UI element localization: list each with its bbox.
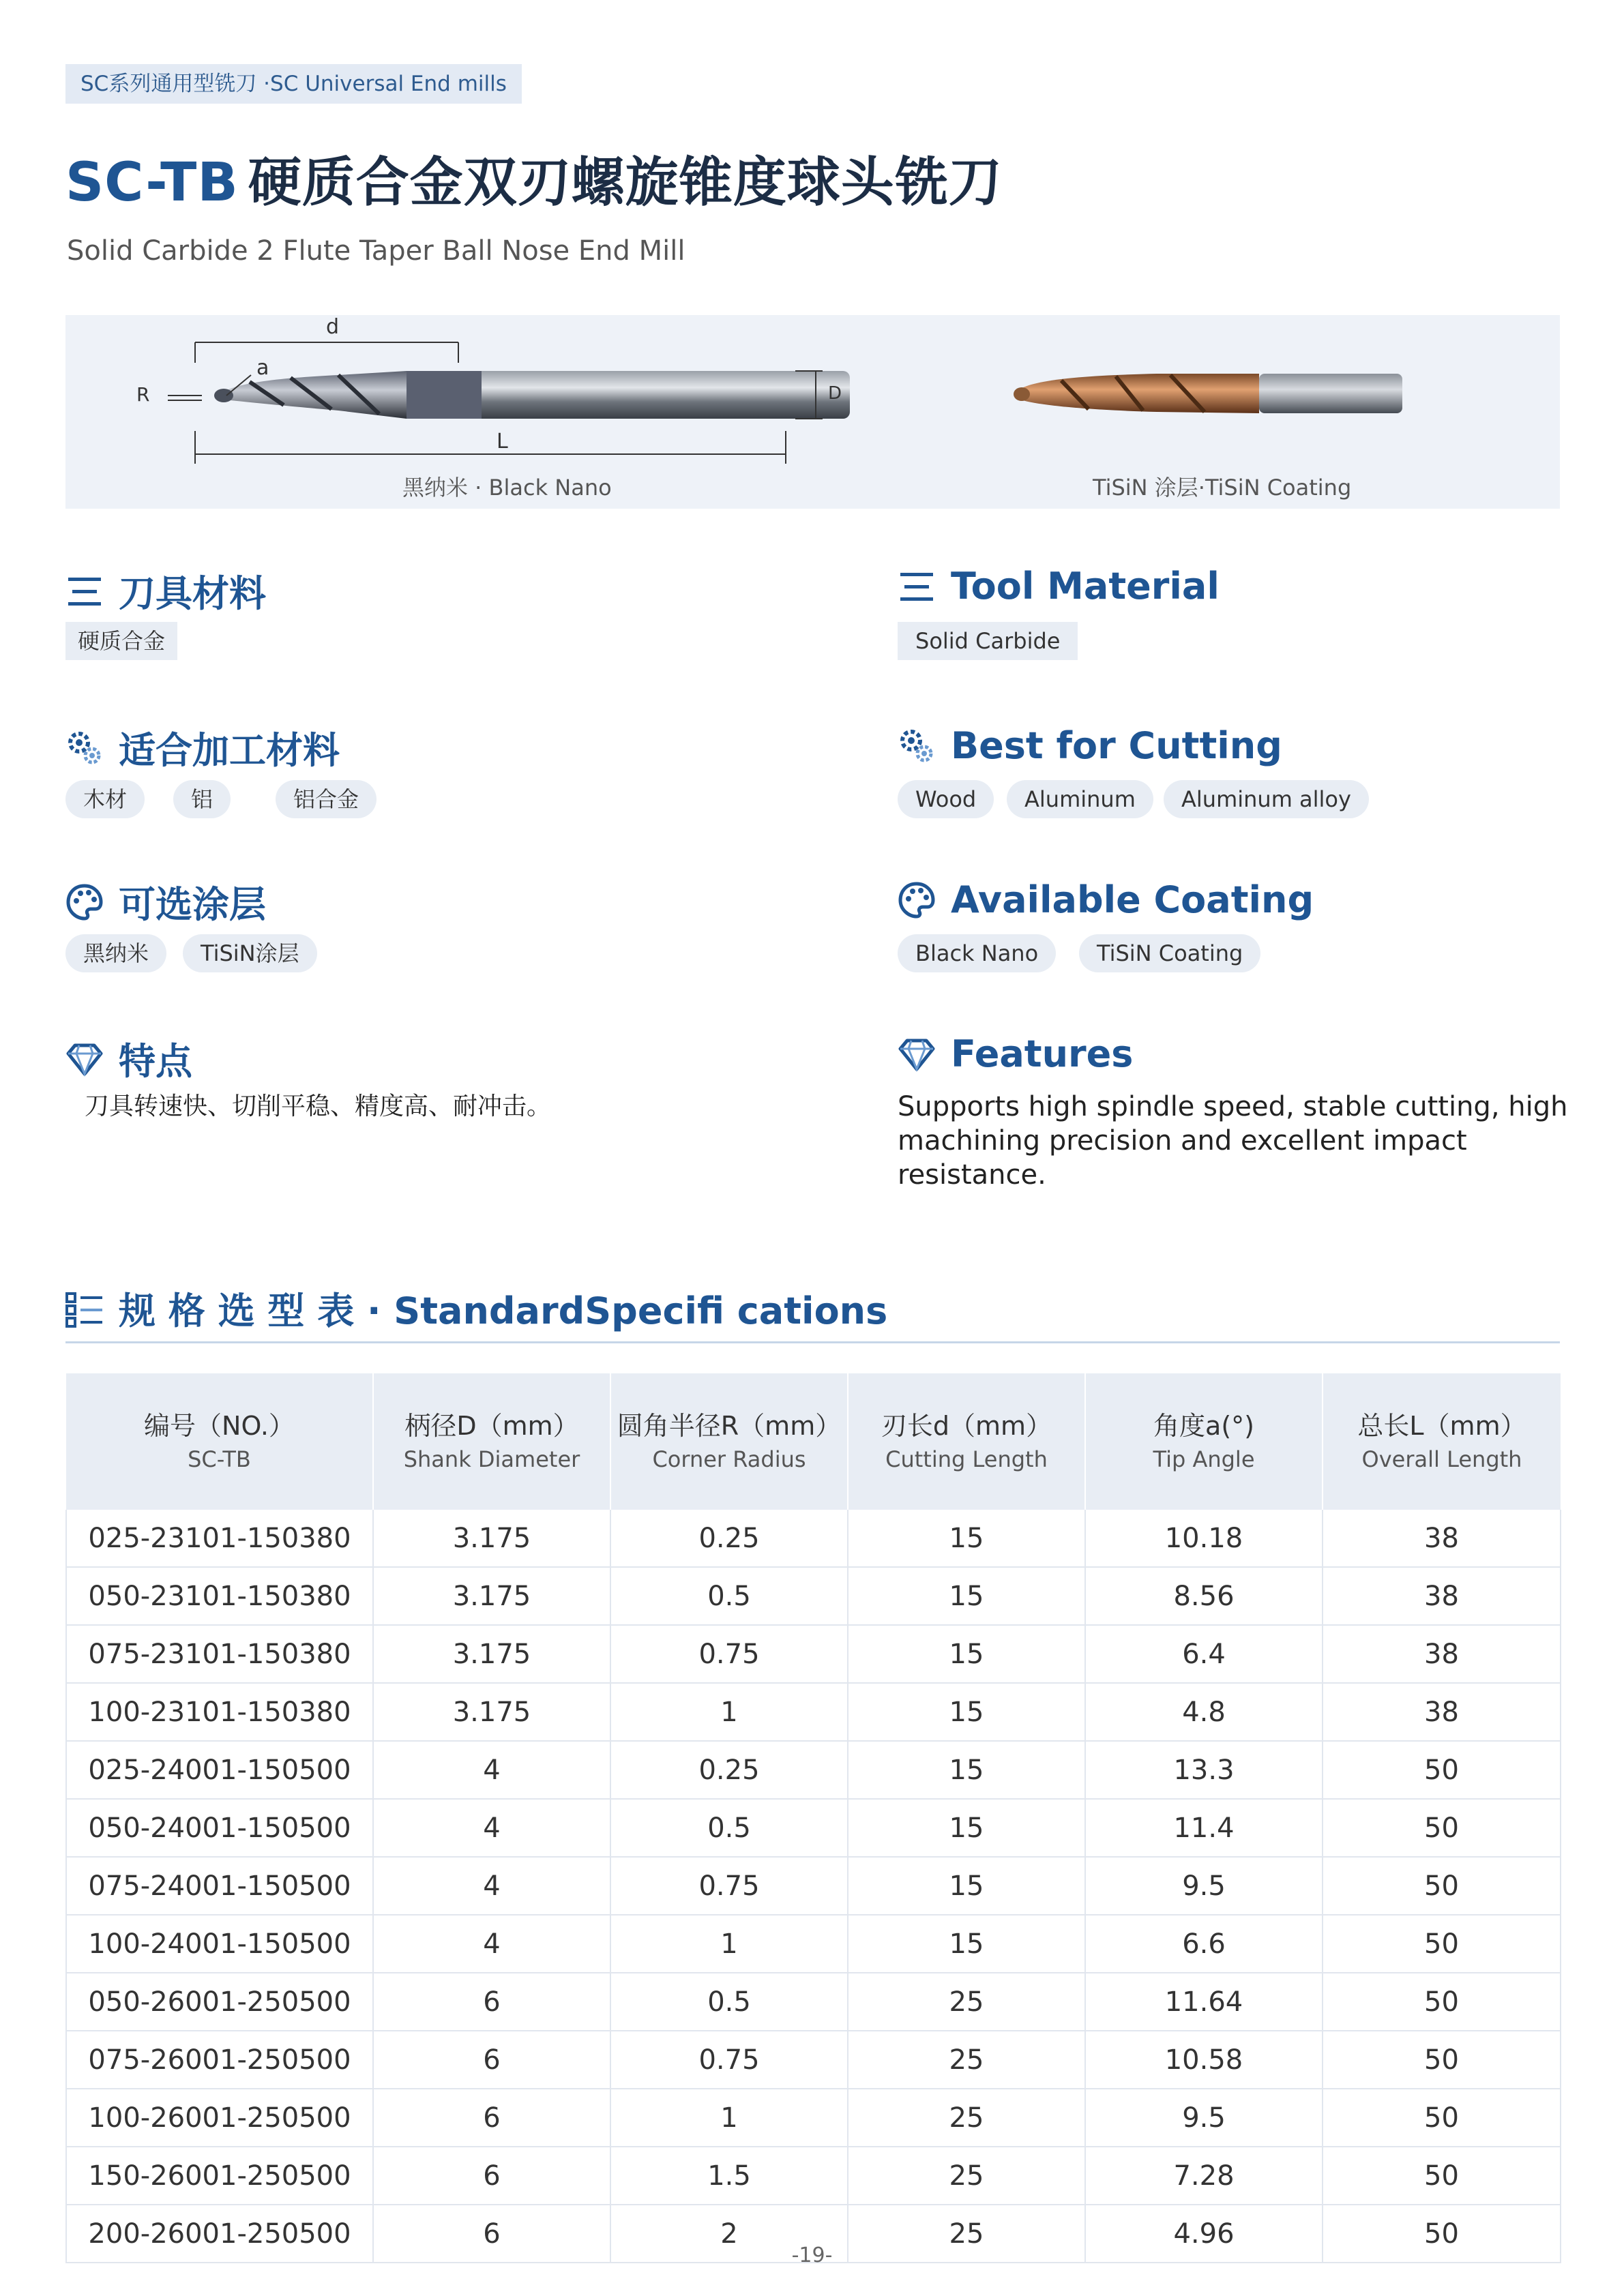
title-cn: 硬质合金双刃螺旋锥度球头铣刀: [248, 152, 1003, 213]
table-cell: 6.4: [1085, 1625, 1323, 1683]
material-title-en: Tool Material: [951, 565, 1220, 608]
table-cell: 8.56: [1085, 1567, 1323, 1625]
material-chip-cn: 硬质合金: [65, 622, 177, 660]
table-cell: 4.96: [1085, 2205, 1323, 2263]
cutting-chip-en-1: Wood: [898, 780, 994, 818]
table-row: [66, 1857, 1561, 1915]
col-header-shank: 柄径D（mm） Shank Diameter: [373, 1373, 610, 1510]
table-cell: 50: [1323, 2205, 1561, 2263]
dim-d-label: d: [326, 315, 340, 339]
palette-icon: [65, 883, 104, 921]
features-heading-cn: [65, 1032, 192, 1085]
table-cell: 25: [848, 2147, 1085, 2205]
dim-shank-label: D: [828, 383, 842, 404]
material-heading-en: [898, 565, 1220, 608]
black-nano-tool-image: [214, 371, 850, 419]
features-text-cn: 刀具转速快、切削平稳、精度高、耐冲击。: [85, 1092, 552, 1120]
table-cell: 6: [373, 1973, 610, 2031]
table-cell: 6: [373, 2089, 610, 2147]
table-cell: 50: [1323, 1915, 1561, 1973]
product-banner: [65, 315, 1560, 509]
table-row: [66, 1915, 1561, 1973]
table-cell: 4: [373, 1799, 610, 1857]
table-row: [66, 1683, 1561, 1741]
cutting-chip-cn-3: 铝合金: [276, 780, 377, 818]
table-row: [66, 1741, 1561, 1799]
palette-icon: [898, 881, 936, 919]
table-cell: 100-23101-150380: [66, 1683, 373, 1741]
spec-table: [65, 1373, 1561, 2263]
table-cell: 050-23101-150380: [66, 1567, 373, 1625]
table-cell: 200-26001-250500: [66, 2205, 373, 2263]
list-icon: [65, 1289, 104, 1328]
table-cell: 6: [373, 2205, 610, 2263]
table-cell: 100-26001-250500: [66, 2089, 373, 2147]
table-cell: 0.5: [610, 1567, 848, 1625]
tisin-tool-image: [1014, 374, 1402, 413]
table-row: [66, 2031, 1561, 2089]
col-header-cutting: 刃长d（mm） Cutting Length: [848, 1373, 1085, 1510]
series-tag: SC系列通用型铣刀 ·SC Universal End mills: [65, 64, 522, 104]
table-row: [66, 1625, 1561, 1683]
table-cell: 15: [848, 1857, 1085, 1915]
table-cell: 1: [610, 1915, 848, 1973]
table-cell: 6: [373, 2147, 610, 2205]
features-heading-en: [898, 1032, 1133, 1075]
table-row: [66, 1510, 1561, 1567]
table-cell: 6.6: [1085, 1915, 1323, 1973]
table-cell: 38: [1323, 1625, 1561, 1683]
cutting-title-cn: 适合加工材料: [119, 729, 340, 772]
table-cell: 0.75: [610, 1625, 848, 1683]
table-cell: 100-24001-150500: [66, 1915, 373, 1973]
table-cell: 9.5: [1085, 1857, 1323, 1915]
features-text-en-line1: Supports high spindle speed, stable cutting, high: [898, 1091, 1568, 1122]
table-cell: 10.58: [1085, 2031, 1323, 2089]
caption-black-nano: 黑纳米 · Black Nano: [402, 475, 612, 501]
spec-title: 规 格 选 型 表 · StandardSpecifi cations: [119, 1289, 888, 1332]
table-cell: 075-24001-150500: [66, 1857, 373, 1915]
table-cell: 15: [848, 1915, 1085, 1973]
table-cell: 3.175: [373, 1625, 610, 1683]
table-cell: 50: [1323, 2031, 1561, 2089]
coating-heading-cn: [65, 876, 266, 928]
table-cell: 11.64: [1085, 1973, 1323, 2031]
list-lines-icon: [898, 567, 936, 606]
gears-icon: [65, 729, 104, 767]
table-cell: 0.75: [610, 1857, 848, 1915]
spec-divider: [65, 1341, 1560, 1343]
dim-r-label: R: [136, 383, 150, 406]
table-cell: 4: [373, 1741, 610, 1799]
table-cell: 38: [1323, 1567, 1561, 1625]
table-cell: 0.25: [610, 1510, 848, 1567]
table-cell: 4: [373, 1857, 610, 1915]
features-text-en-line2: machining precision and excellent impact resistance.: [898, 1125, 1467, 1191]
table-cell: 0.25: [610, 1741, 848, 1799]
coating-chip-cn-2: TiSiN涂层: [183, 934, 317, 972]
coating-heading-en: [898, 878, 1314, 921]
dim-a-label: a: [256, 356, 269, 380]
table-cell: 075-26001-250500: [66, 2031, 373, 2089]
coating-chip-en-1: Black Nano: [898, 934, 1056, 972]
material-chip-en: Solid Carbide: [898, 622, 1078, 660]
table-cell: 4: [373, 1915, 610, 1973]
table-cell: 2: [610, 2205, 848, 2263]
table-cell: 150-26001-250500: [66, 2147, 373, 2205]
table-cell: 38: [1323, 1683, 1561, 1741]
page-title: [65, 140, 1003, 216]
cutting-chip-en-2: Aluminum: [1007, 780, 1153, 818]
table-cell: 3.175: [373, 1683, 610, 1741]
table-cell: 13.3: [1085, 1741, 1323, 1799]
col-header-radius: 圆角半径R（mm） Corner Radius: [610, 1373, 848, 1510]
table-cell: 25: [848, 2089, 1085, 2147]
table-cell: 1: [610, 2089, 848, 2147]
table-cell: 050-26001-250500: [66, 1973, 373, 2031]
table-cell: 25: [848, 2031, 1085, 2089]
table-cell: 15: [848, 1510, 1085, 1567]
table-cell: 025-24001-150500: [66, 1741, 373, 1799]
dim-l-label: L: [497, 430, 508, 453]
cutting-chip-en-3: Aluminum alloy: [1164, 780, 1369, 818]
table-row: [66, 2089, 1561, 2147]
title-code: SC-TB: [65, 152, 239, 213]
cutting-heading-cn: [65, 721, 340, 774]
table-cell: 3.175: [373, 1567, 610, 1625]
table-row: [66, 2147, 1561, 2205]
table-cell: 11.4: [1085, 1799, 1323, 1857]
table-cell: 50: [1323, 1799, 1561, 1857]
table-cell: 15: [848, 1625, 1085, 1683]
table-row: [66, 1567, 1561, 1625]
table-cell: 0.5: [610, 1973, 848, 2031]
diamond-icon: [65, 1040, 104, 1078]
col-header-angle: 角度a(°) Tip Angle: [1085, 1373, 1323, 1510]
table-cell: 50: [1323, 2147, 1561, 2205]
table-cell: 50: [1323, 1741, 1561, 1799]
cutting-chip-cn-1: 木材: [65, 780, 145, 818]
cutting-chip-cn-2: 铝: [173, 780, 231, 818]
coating-title-en: Available Coating: [951, 878, 1314, 921]
spec-heading: [65, 1282, 887, 1335]
table-cell: 6: [373, 2031, 610, 2089]
table-cell: 4.8: [1085, 1683, 1323, 1741]
diamond-icon: [898, 1035, 936, 1073]
table-cell: 15: [848, 1741, 1085, 1799]
table-cell: 025-23101-150380: [66, 1510, 373, 1567]
table-cell: 50: [1323, 1973, 1561, 2031]
table-cell: 1.5: [610, 2147, 848, 2205]
table-row: [66, 1799, 1561, 1857]
table-cell: 0.5: [610, 1799, 848, 1857]
cutting-title-en: Best for Cutting: [951, 724, 1282, 767]
caption-tisin: TiSiN 涂层·TiSiN Coating: [1093, 475, 1352, 501]
table-cell: 50: [1323, 1857, 1561, 1915]
col-header-no: 编号（NO.） SC-TB: [66, 1373, 373, 1510]
coating-title-cn: 可选涂层: [119, 883, 266, 926]
spec-header-row: [66, 1373, 1561, 1510]
table-cell: 15: [848, 1799, 1085, 1857]
material-heading-cn: [65, 565, 266, 617]
table-cell: 25: [848, 1973, 1085, 2031]
table-cell: 25: [848, 2205, 1085, 2263]
table-cell: 9.5: [1085, 2089, 1323, 2147]
table-cell: 10.18: [1085, 1510, 1323, 1567]
coating-chip-en-2: TiSiN Coating: [1079, 934, 1260, 972]
list-lines-icon: [65, 572, 104, 610]
table-row: [66, 1973, 1561, 2031]
col-header-length: 总长L（mm） Overall Length: [1323, 1373, 1561, 1510]
page-subtitle: Solid Carbide 2 Flute Taper Ball Nose End Mill: [67, 235, 685, 267]
cutting-heading-en: [898, 724, 1282, 767]
table-cell: 1: [610, 1683, 848, 1741]
table-cell: 0.75: [610, 2031, 848, 2089]
features-title-en: Features: [951, 1032, 1134, 1075]
table-cell: 15: [848, 1567, 1085, 1625]
coating-chip-cn-1: 黑纳米: [65, 934, 166, 972]
table-cell: 075-23101-150380: [66, 1625, 373, 1683]
material-title-cn: 刀具材料: [119, 572, 266, 615]
gears-icon: [898, 727, 936, 765]
table-cell: 50: [1323, 2089, 1561, 2147]
table-cell: 050-24001-150500: [66, 1799, 373, 1857]
page-number: -19-: [791, 2243, 833, 2267]
table-cell: 7.28: [1085, 2147, 1323, 2205]
table-cell: 15: [848, 1683, 1085, 1741]
table-cell: 3.175: [373, 1510, 610, 1567]
table-cell: 38: [1323, 1510, 1561, 1567]
features-title-cn: 特点: [119, 1040, 192, 1083]
